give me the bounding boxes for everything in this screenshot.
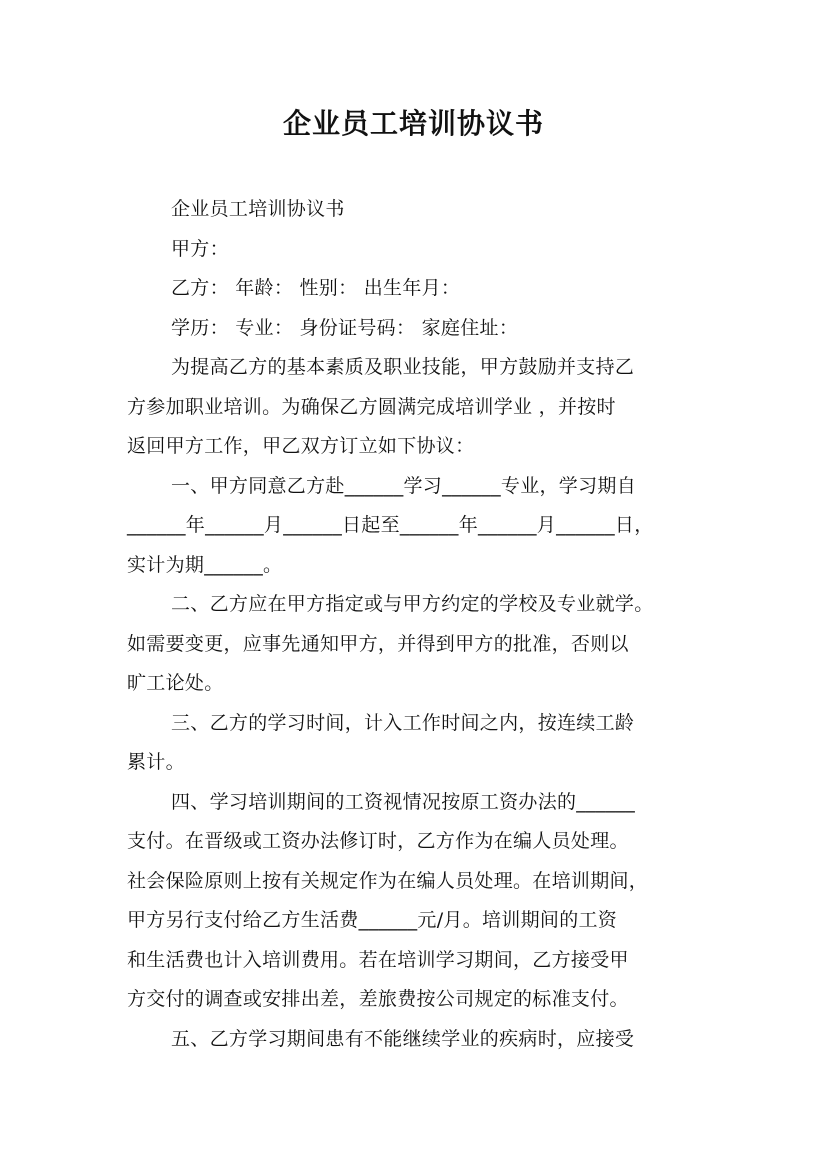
document-body — [127, 190, 707, 1059]
body-line-clause-2-a: 二、乙方应在甲方指定或与甲方约定的学校及专业就学。 — [171, 593, 654, 615]
body-line-clause-1-c: 实计为期______。 — [127, 553, 283, 576]
body-line-heading: 企业员工培训协议书 — [171, 198, 345, 220]
body-line-clause-1-a: 一、甲方同意乙方赴______学习______专业，学习期自 — [171, 474, 637, 497]
body-line-clause-2-c: 旷工论处。 — [127, 672, 224, 694]
body-line-clause-4-b: 支付。在晋级或工资办法修订时，乙方作为在编人员处理。 — [127, 830, 629, 852]
body-line-clause-4-e: 和生活费也计入培训费用。若在培训学习期间，乙方接受甲 — [127, 948, 629, 971]
body-line-clause-2-b: 如需要变更，应事先通知甲方，并得到甲方的批准，否则以 — [127, 632, 629, 655]
body-line-clause-3-b: 累计。 — [127, 751, 185, 773]
body-line-clause-1-b: ______年______月______日起至______年______月______日， — [127, 514, 654, 536]
body-line-clause-4-d: 甲方另行支付给乙方生活费______元/月。培训期间的工资 — [127, 909, 618, 931]
document-title: 企业员工培训协议书 — [282, 107, 544, 140]
body-line-preamble-2: 方参加职业培训。为确保乙方圆满完成培训学业 ，并按时 — [127, 395, 616, 418]
body-line-party-b: 乙方： 年龄： 性别： 出生年月： — [171, 277, 461, 299]
body-line-party-a: 甲方： — [171, 237, 229, 260]
body-line-preamble-1: 为提高乙方的基本素质及职业技能，甲方鼓励并支持乙 — [171, 356, 635, 378]
body-line-clause-4-f: 方交付的调查或安排出差，差旅费按公司规定的标准支付。 — [127, 988, 629, 1010]
body-line-preamble-3: 返回甲方工作，甲乙双方订立如下协议： — [127, 435, 475, 457]
body-line-clause-4-c: 社会保险原则上按有关规定作为在编人员处理。在培训期间， — [127, 869, 649, 892]
body-line-clause-5-a: 五、乙方学习期间患有不能继续学业的疾病时，应接受 — [171, 1027, 635, 1050]
body-line-education: 学历： 专业： 身份证号码： 家庭住址： — [171, 316, 519, 339]
body-line-clause-3-a: 三、乙方的学习时间，计入工作时间之内，按连续工龄 — [171, 711, 635, 734]
body-line-clause-4-a: 四、学习培训期间的工资视情况按原工资办法的______ — [171, 790, 636, 813]
